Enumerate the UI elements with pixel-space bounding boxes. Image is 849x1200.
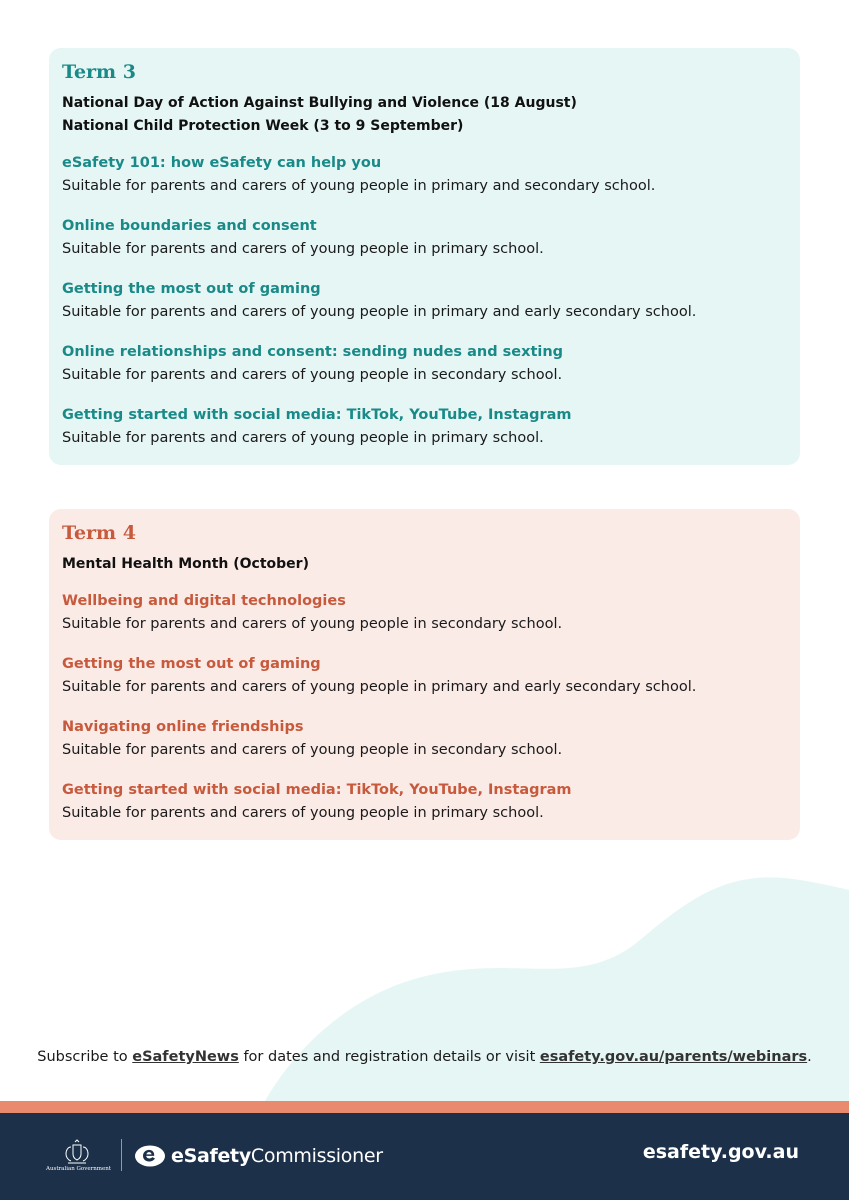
session-title: Online boundaries and consent: [62, 218, 317, 234]
session-description: Suitable for parents and carers of young people in primary and early secondary school.: [62, 679, 697, 695]
session-title: Wellbeing and digital technologies: [62, 593, 346, 609]
logo-divider: [121, 1139, 122, 1171]
esafetynews-link[interactable]: eSafetyNews: [132, 1049, 239, 1065]
session-description: Suitable for parents and carers of young people in primary and early secondary school.: [62, 304, 697, 320]
session-item: [62, 278, 787, 324]
session-title: Getting the most out of gaming: [62, 281, 321, 297]
session-item: [62, 341, 787, 387]
subscribe-suffix: .: [807, 1049, 812, 1065]
footer: [0, 1113, 849, 1200]
gov-text: Australian Government: [46, 1166, 112, 1172]
session-description: Suitable for parents and carers of young people in secondary school.: [62, 742, 563, 758]
brand-light: Commissioner: [250, 1145, 383, 1167]
brand-bold: eSafety: [171, 1145, 251, 1167]
term3-card: [49, 48, 800, 465]
term3-event: National Child Protection Week (3 to 9 September): [62, 118, 464, 134]
session-title: Online relationships and consent: sending nudes and sexting: [62, 344, 564, 360]
session-title: Getting started with social media: TikTok, YouTube, Instagram: [62, 782, 572, 798]
session-description: Suitable for parents and carers of young people in primary school.: [62, 430, 544, 446]
session-title: Getting the most out of gaming: [62, 656, 321, 672]
term4-event: Mental Health Month (October): [62, 556, 309, 572]
coat-of-arms-icon: [62, 1139, 92, 1165]
session-item: [62, 215, 787, 261]
term4-events: [62, 553, 787, 576]
site-url[interactable]: esafety.gov.au: [642, 1141, 799, 1163]
subscribe-middle: for dates and registration details or visit: [238, 1049, 540, 1065]
esafety-e-icon: [134, 1144, 166, 1168]
session-item: [62, 653, 787, 699]
australian-government-logo: [46, 1139, 112, 1179]
session-item: [62, 716, 787, 762]
esafety-commissioner-logo: [134, 1143, 383, 1169]
session-description: Suitable for parents and carers of young people in secondary school.: [62, 367, 563, 383]
session-item: [62, 779, 787, 825]
footer-stripe: [0, 1101, 849, 1113]
session-description: Suitable for parents and carers of young people in primary and secondary school.: [62, 178, 656, 194]
session-item: [62, 590, 787, 636]
session-description: Suitable for parents and carers of young people in primary school.: [62, 805, 544, 821]
webinars-link[interactable]: esafety.gov.au/parents/webinars: [539, 1049, 808, 1065]
term3-event: National Day of Action Against Bullying and Violence (18 August): [62, 95, 577, 111]
session-item: [62, 404, 787, 450]
session-description: Suitable for parents and carers of young people in primary school.: [62, 241, 544, 257]
session-title: Getting started with social media: TikTok, YouTube, Instagram: [62, 407, 572, 423]
term3-events: [62, 92, 787, 138]
session-description: Suitable for parents and carers of young people in secondary school.: [62, 616, 563, 632]
term4-card: [49, 509, 800, 840]
session-title: Navigating online friendships: [62, 719, 304, 735]
term3-title: Term 3: [62, 61, 136, 83]
session-item: [62, 152, 787, 198]
subscribe-prefix: Subscribe to: [37, 1049, 133, 1065]
brand-wordmark: [171, 1145, 383, 1167]
session-title: eSafety 101: how eSafety can help you: [62, 155, 382, 171]
subscribe-line: [0, 1046, 849, 1068]
term4-title: Term 4: [62, 522, 136, 544]
